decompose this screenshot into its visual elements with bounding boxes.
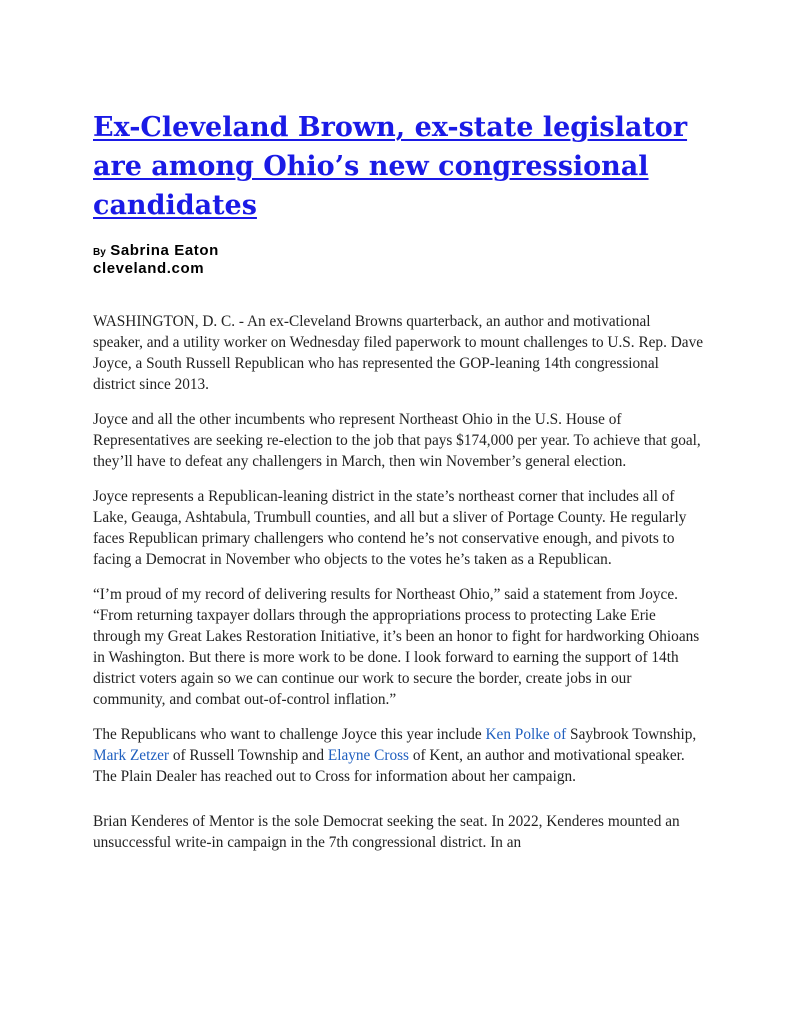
byline-prefix: By [93, 247, 106, 258]
paragraph-6: Brian Kenderes of Mentor is the sole Democrat seeking the seat. In 2022, Kenderes mounted an unsuccessful write-in campaign in the 7th congressional district. In an [93, 813, 680, 851]
author-name: Sabrina Eaton [110, 242, 219, 259]
source-name: cleveland.com [93, 260, 205, 277]
article-headline-link[interactable]: Ex-Cleveland Brown, ex-state legislator are among Ohio’s new congressional candidates [93, 112, 688, 221]
article [93, 108, 703, 867]
paragraph-2: Joyce and all the other incumbents who represent Northeast Ohio in the U.S. House of Representatives are seeking re-election to the job that pays $174,000 per year. To achieve that goal, they’ll have to defeat any challengers in March, then win November’s general election. [93, 411, 701, 470]
article-body [93, 311, 703, 853]
paragraph-5-mid-2: of Russell Township and [169, 747, 328, 764]
paragraph-5 [93, 724, 703, 787]
paragraph-4: “I’m proud of my record of delivering results for Northeast Ohio,” said a statement from Joyce. “From returning taxpayer dollars through the appropriations process to protecting Lake Erie through my Great Lakes Restoration Initiative, it’s been an honor to fight for hardworking Ohioans in Washington. But there is more work to be done. I look forward to earning the support of 14th district voters again so we can continue our work to secure the border, create jobs in our community, and combat out-of-control inflation.” [93, 586, 700, 708]
mark-zetzer-link[interactable]: Mark Zetzer [93, 747, 170, 764]
byline [93, 242, 703, 278]
paragraph-5-tail: of Kent, an author and motivational speaker. The Plain Dealer has reached out to Cross for information about her campaign. [93, 747, 685, 785]
paragraph-3: Joyce represents a Republican-leaning district in the state’s northeast corner that includes all of Lake, Geauga, Ashtabula, Trumbull counties, and all but a sliver of Portage County. He regularly faces Republican primary challengers who contend he’s not conservative enough, and pivots to facing a Democrat in November who objects to the votes he’s taken as a Republican. [93, 488, 687, 568]
paragraph-1: WASHINGTON, D. C. - An ex-Cleveland Browns quarterback, an author and motivational speaker, and a utility worker on Wednesday filed paperwork to mount challenges to U.S. Rep. Dave Joyce, a South Russell Republican who has represented the GOP-leaning 14th congressional district since 2013. [93, 313, 704, 393]
paragraph-5-mid-1: Saybrook Township, [566, 726, 697, 743]
ken-polke-link[interactable]: Ken Polke of [485, 726, 567, 743]
paragraph-5-lead: The Republicans who want to challenge Joyce this year include [93, 726, 486, 743]
elayne-cross-link[interactable]: Elayne Cross [327, 747, 410, 764]
